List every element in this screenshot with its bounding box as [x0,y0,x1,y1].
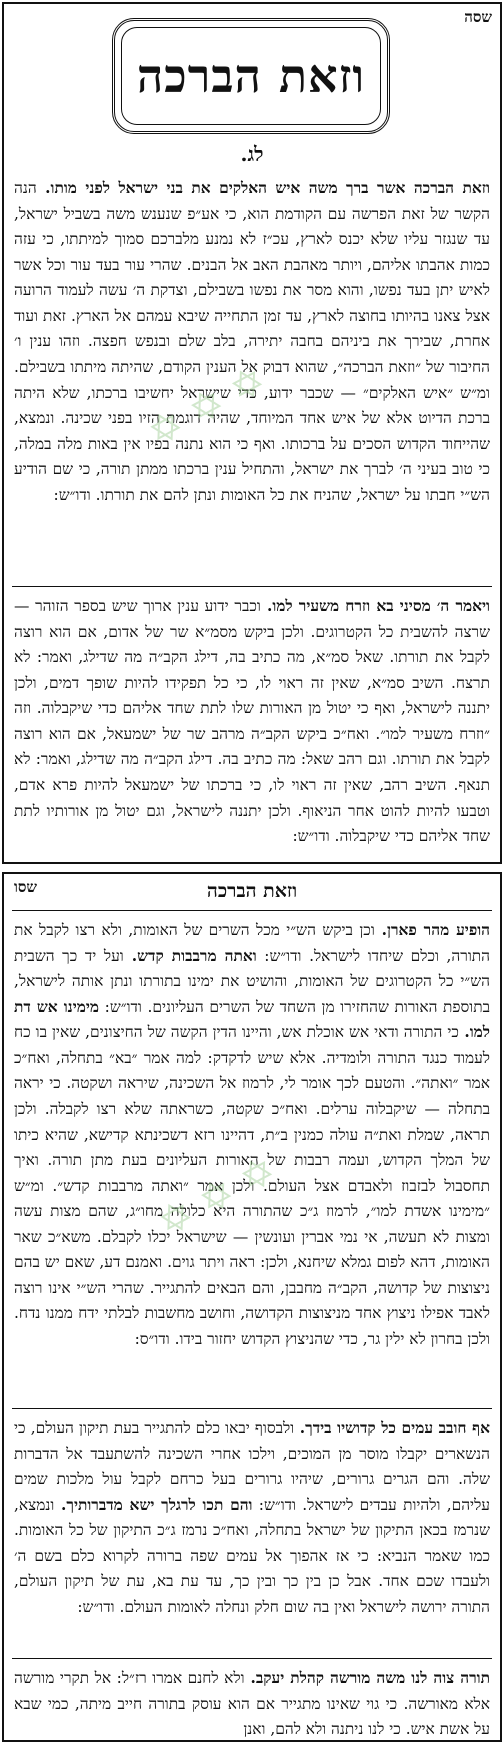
verse-lead: והם תכו לרגלך ישא מדברותיך. [54,1495,253,1514]
page-number: שסו [14,878,37,896]
commentary-text: ועל יד כך השבית הש״י כל הקטרוגים של האומות, והושיט את ימינו בתורתו ונתן אותה לישראל, בתוספת האורות שהחזירו מן השחד של השרים העליונים. ודו״ש: [14,946,490,1016]
portion-title: וזאת הברכה [136,49,366,103]
verse-lead: וזאת הברכה אשר ברך משה איש האלקים את בני ישראל לפני מותו. [36,179,490,197]
commentary-paragraph [14,594,490,858]
commentary-text: כי התורה ודאי אש אוכלת אש, והיינו הדין הקשה של החיצונים, שאין בו כח לעמוד כנגד התורה ולומדיה. אלא שיש לדקדק: למה אמר ״בא״ בתחלה, ואח״כ אמר ״ואתה״. והטעם לכך אומר לי, לרמוז אל השכינה, שיראה ושקטה. כי יראה בתחלה — שיקבלוה ערלים. ואח״כ שקטה, כשראתה שלא רצו לקבלה. ולכן תראה, שמלת ואת״ה עולה כמנין ב״ת, דהיינו רזא דשכינתא קדישא, שהיא כיתו של המלך הקדוש, ועמה רבבות של האורות העליונים בעת מתן תורה. ואיך תחסבול לבזבוז ולאבדם אצל העולם. ולכן אמר ״ואתה מרבבות קדש״. ומ״ש ״מימינו אשדת למו״, לרמוז ג״כ שהתורה היא כלולה מחו״ג, שהם מצות עשה ומצות לא תעשה, אי נמי אברין ועונשין — שישראל יכלו לקבלם. משא״כ שאר האומות, דהא לפום גמלא שיחנא, ולכן: ראה ויתר גוים. ואמנם דע, שאם יש בהם ניצוצות של קדושה, הקב״ה מחבבן, והם הבאים להתגייר. שהרי הש״י אינו רוצה לאבד אפילו ניצוץ אחד מניצוצות הקדושה, וחושב מחשבות לבלתי ידח ממנו נדח. ולכן בחרון לא ילין גר, כדי שהניצוץ הקדוש יחזור בידו. ודו״ס: [14,1023,490,1348]
commentary-text: הנה הקשר של זאת הפרשה עם הקודמת הוא, כי אע״פ שנענש משה בשביל ישראל, עד שנגזר עליו שלא יכנס לארץ, עכ״ז לא נמנע מלברכם סמוך למיתתו, כי עזה כמות אהבתו אליהם, ויותר מאהבת האב אל הבנים. שהרי עור בעד עור וכל אשר לאיש יתן בעד נפשו, והוא מסר את נפשו בשבילם, וצדקת ה׳ עשה לעמוד הרועה אצל צאנו בהיותו בחוצה לארץ, עד זמן התחייה שיבא עמהם אל הארץ. זאת ועוד אחרת, שבירך את ביניהם בחבה יתירה, בלב שלם ובנפש חפצה. וזהו ענין ו׳ החיבור של ״וזאת הברכה״, שהוא דבוק אל הענין הקודם, שהיתה מיתתו בשבילם. ומ״ש ״איש האלקים״ — שכבר ידוע, כדי שישראל יחשיבו ברכתו, שלא היתה ברכת הדיוט אלא של איש אחד המיוחד, שהיה דוגמת הזיו בפני שכינה. ונמצא, שהייחוד הקדוש הסכים על ברכותו. ואף כי הוא נתנה בפיו אין באות מלה במלה, כי טוב בעיני ה׳ לברך את ישראל, והתחיל ענין ברכתו ממתן תורה, כי שם הודיע הש״י חבתו על ישראל, שהניח את כל האומות ונתן להם את תורתו. ודו״ש: [14,179,490,504]
verse-lead: הופיע מהר פארן. [374,921,490,939]
page-number: שסה [464,8,492,26]
commentary-text: ונמצא, שנרמז בכאן התיקון של ישראל בתחלה, ואח״כ נרמז ג״כ התיקון של כל האומות. כמו שאמר הנביא: כי אז אהפוך אל עמים שפה ברורה לקרוא כלם בשם ה׳ ולעבדו שכם אחד. אבל כן בין כך ובין כך, עד עת בא, עת של תיקון העולם, התורה ירושה לישראל ואין בה שום חלק ונחלה לאומות העולם. ודו״ש: [14,1495,490,1616]
commentary-paragraph [14,1666,490,1738]
page-366 [2,2,502,864]
commentary-paragraph [14,918,490,1398]
verse-lead: מימינו אש דת למו. [14,997,490,1042]
section-divider [12,1408,492,1409]
verse-lead: תורה צוה לנו משה מורשה קהלת יעקב. [244,1669,490,1687]
section-divider [12,1658,492,1659]
section-divider [12,586,492,587]
chapter-number: לג. [240,142,264,166]
verse-lead: ויאמר ה׳ מסיני בא וזרח משעיר למו. [260,597,490,615]
page-367 [2,872,502,1742]
watermark: ✡ ✡ ✡ [140,357,274,457]
commentary-paragraph [14,176,490,574]
commentary-text: ולא לחנם אמרו רז״ל: אל תקרי מורשה אלא מאורשה. כי גוי שאינו מתגייר אם הוא עוסק בתורה חייב מיתה, כמי שבא על אשת איש. כי לנו ניתנה ולא להם, ואנן [14,1669,490,1738]
commentary-text: ולבסוף יבאו כלם להתגייר בעת תיקון העולם, כי הנשארים יקבלו מוסר מן המוכים, וילכו אחרי השכינה להשתעבד אל הדברות שלה. והם הגרים גרורים, שיהיו גרורים בעל כרחם לקבל עול מלכות שמים עליהם, ולהיות עבדים לישראל. ודו״ש: [14,1419,490,1514]
verse-lead: ואתה מרבבות קדש. [123,946,257,965]
title-frame [112,18,390,134]
running-header: וזאת הברכה [206,880,298,902]
watermark: ✡ ✡ ✡ [150,1147,284,1247]
verse-lead: אף חובב עמים כל קדושיו בידך. [294,1419,490,1437]
commentary-text: וכן ביקש הש״י מכל השרים של האומות, ולא רצו לקבל את התורה, וכלם שיחדו לישראל. ודו״ש: [14,921,490,965]
commentary-paragraph [14,1416,490,1650]
header-rule [12,910,492,911]
commentary-text: וכבר ידוע ענין ארוך שיש בספר הזוהר — שרצה להשבית כל הקטרוגים. ולכן ביקש מסמ״א שר של אדום, אם הוא רוצה לקבל את תורתו. שאל סמ״א, מה כתיב בה, דילג הקב״ה מה שדילג, ואמר: לא תרצח. השיב סמ״א, שאין זה ראוי לו, כי כל תפקידו להיות שופך דמים, ולכן יתננה לישראל, ואף כי יטול מן האורות שלו לתת שחד אליהם כדי שיקבלוה. וזה ״וזרח משעיר למו״. ואח״כ ביקש הקב״ה מרהב שר של ישמעאל, אם הוא רוצה לקבל את תורתו. וגם רהב שאל: מה כתיב בה. דילג הקב״ה מה שדילג, ואמר: לא תנאף. השיב רהב, שאין זה ראוי לו, כי ברכתו של ישמעאל להיות פרא אדם, וטבעו להיות להוט אחר הניאוף. ולכן יתננה לישראל, וגם יטול מן אורותיו לתת שחד אליהם כדי שיקבלוה. ודו״ש: [14,597,490,846]
